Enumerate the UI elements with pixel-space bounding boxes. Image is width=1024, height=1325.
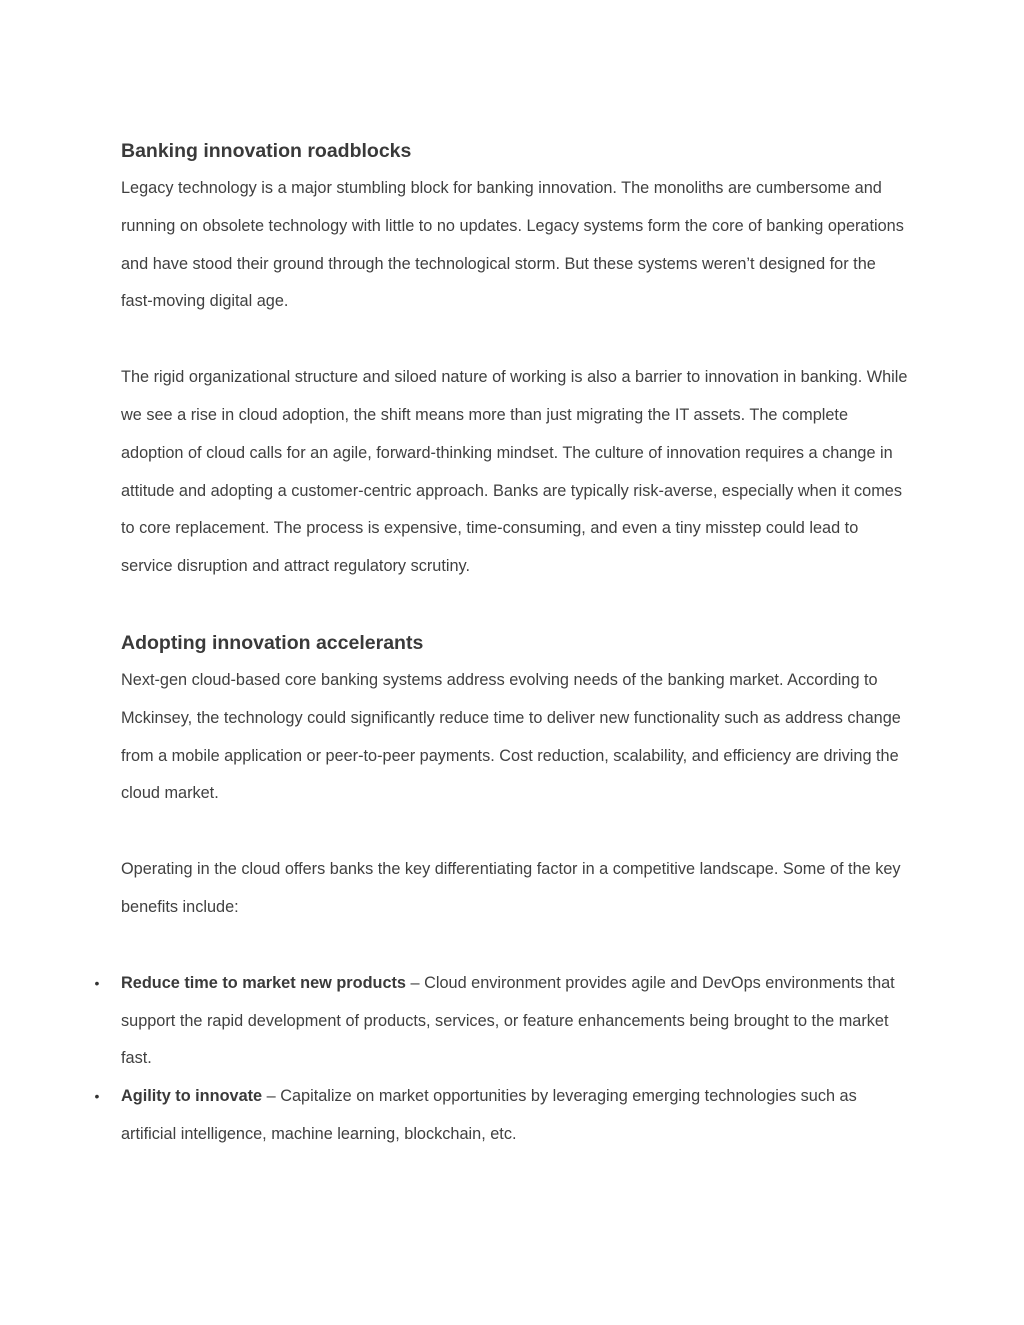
list-item xyxy=(94,965,911,1078)
benefit-lead: Reduce time to market new products xyxy=(121,973,406,992)
paragraph-organizational-structure: The rigid organizational structure and siloed nature of working is also a barrier to innovation in banking. While we see a rise in cloud adoption, the shift means more than just migrating the IT assets. The complete adoption of cloud calls for an agile, forward-thinking mindset. The culture of innovation requires a change in attitude and adopting a customer-centric approach. Banks are typically risk-averse, especially when it comes to core replacement. The process is expensive, time-consuming, and even a tiny misstep could lead to service disruption and attract regulatory scrutiny. xyxy=(121,368,908,576)
benefit-lead: Agility to innovate xyxy=(121,1087,263,1106)
paragraph-legacy-technology: Legacy technology is a major stumbling block for banking innovation. The monoliths are cumbersome and running on obsolete technology with little to no updates. Legacy systems form the core of banking operations and have stood their ground through the technological storm. But these systems weren’t designed for the fast-moving digital age. xyxy=(121,179,904,311)
paragraph-operating-in-cloud: Operating in the cloud offers banks the key differentiating factor in a competitive landscape. Some of the key benefits include: xyxy=(121,860,901,916)
list-item xyxy=(94,1078,911,1154)
bullet-icon: • xyxy=(94,1088,100,1105)
benefits-list xyxy=(94,965,911,1154)
benefit-text: – Capitalize on market opportunities by leveraging emerging technologies such as artificial intelligence, machine learning, blockchain, etc. xyxy=(121,1087,857,1143)
document-body xyxy=(94,136,911,1154)
benefit-text: – Cloud environment provides agile and DevOps environments that support the rapid development of products, services, or feature enhancements being brought to the market fast. xyxy=(121,973,895,1068)
section-heading-accelerants: Adopting innovation accelerants xyxy=(121,631,424,654)
bullet-icon: • xyxy=(94,974,100,991)
section-heading-roadblocks: Banking innovation roadblocks xyxy=(121,140,412,162)
paragraph-next-gen-cloud: Next-gen cloud-based core banking systems address evolving needs of the banking market. According to Mckinsey, the technology could significantly reduce time to deliver new functionality such as address change from a mobile application or peer-to-peer payments. Cost reduction, scalability, and efficiency are driving the cloud market. xyxy=(121,670,901,803)
